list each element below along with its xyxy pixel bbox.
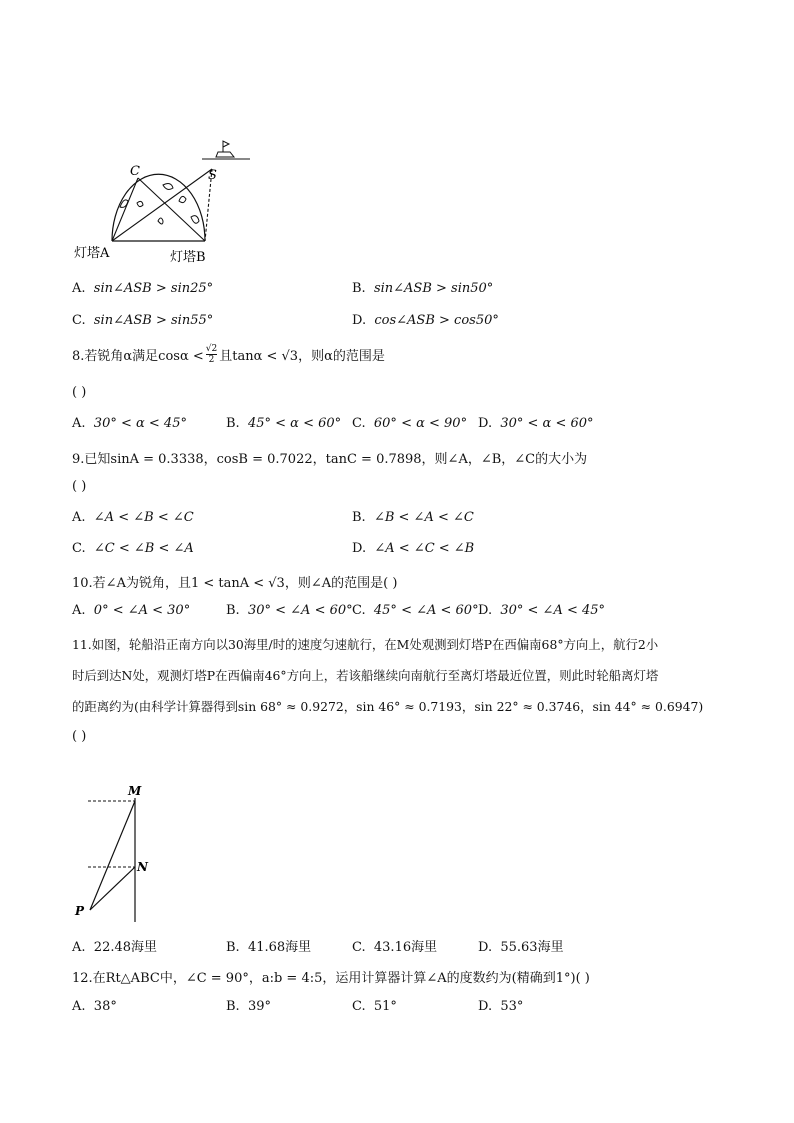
option-letter: C. — [352, 603, 366, 618]
option-letter: A. — [72, 510, 86, 525]
q8-frac-num: √2 — [205, 344, 218, 354]
option-letter: A. — [72, 603, 86, 618]
q11-option-a[interactable] — [72, 936, 157, 955]
q10-option-a[interactable] — [72, 603, 190, 618]
island-shape — [191, 216, 199, 224]
option-letter: B. — [226, 603, 240, 618]
option-text: 30° < α < 60° — [500, 416, 594, 431]
q8-option-a[interactable] — [72, 416, 187, 431]
option-text: 45° < α < 60° — [247, 416, 342, 431]
q7-option-b[interactable] — [352, 281, 493, 296]
q9-option-b[interactable] — [352, 510, 474, 525]
q10-option-b[interactable] — [226, 603, 353, 618]
option-letter: C. — [72, 313, 86, 328]
option-text: sin∠ASB > sin55° — [93, 313, 214, 328]
q8-fraction — [206, 344, 217, 365]
q10-option-c[interactable] — [352, 603, 479, 618]
q11-paren: ( ) — [72, 729, 87, 744]
option-letter: B. — [226, 999, 240, 1014]
q8-stem — [72, 344, 385, 365]
option-letter: C. — [352, 999, 366, 1014]
option-letter: B. — [226, 416, 240, 431]
option-text: 30° < α < 45° — [93, 416, 187, 431]
label-c: C — [130, 164, 140, 179]
q8-stem-prefix: 8.若锐角α满足cosα < — [72, 349, 204, 364]
q9-option-d[interactable] — [352, 541, 474, 556]
q8-stem-suffix: 且tanα < √3，则α的范围是 — [219, 349, 385, 364]
option-text: 55.63海里 — [500, 940, 564, 955]
q9-option-a[interactable] — [72, 510, 194, 525]
q10-stem: 10.若∠A为锐角，且1 < tanA < √3，则∠A的范围是( ) — [72, 576, 398, 591]
option-text: 45° < ∠A < 60° — [373, 603, 479, 618]
option-letter: D. — [478, 940, 493, 955]
q11-option-d[interactable] — [478, 936, 564, 955]
q11-option-b[interactable] — [226, 936, 311, 955]
line-np — [90, 867, 135, 910]
q9-paren: ( ) — [72, 479, 87, 494]
option-text: ∠B < ∠A < ∠C — [373, 510, 474, 525]
option-letter: C. — [72, 541, 86, 556]
option-letter: D. — [478, 603, 493, 618]
option-text: 60° < α < 90° — [373, 416, 468, 431]
q12-stem: 12.在Rt△ABC中，∠C = 90°，a:b = 4:5，运用计算器计算∠A的度数约为(精确到1°)( ) — [72, 971, 590, 986]
label-m: M — [128, 784, 142, 798]
q12-option-a[interactable] — [72, 999, 117, 1014]
island-shape — [179, 196, 186, 202]
q8-frac-den: 2 — [208, 355, 215, 365]
option-letter: A. — [72, 281, 86, 296]
q7-option-a[interactable] — [72, 281, 213, 296]
option-letter: B. — [226, 940, 240, 955]
q11-option-c[interactable] — [352, 936, 437, 955]
label-n: N — [137, 860, 148, 874]
option-letter: A. — [72, 940, 86, 955]
option-text: 30° < ∠A < 60° — [247, 603, 353, 618]
option-letter: C. — [352, 416, 366, 431]
q8-option-d[interactable] — [478, 416, 594, 431]
option-text: 38° — [93, 999, 117, 1014]
option-letter: D. — [478, 999, 493, 1014]
q11-stem-line2: 时后到达N处，观测灯塔P在西偏南46°方向上，若该船继续向南航行至离灯塔最近位置，则此时轮船离灯塔 — [72, 668, 659, 683]
label-lighthouse-a: 灯塔A — [74, 246, 110, 261]
q12-option-c[interactable] — [352, 999, 397, 1014]
q11-stem-line3: 的距离约为(由科学计算器得到sin 68° ≈ 0.9272，sin 46° ≈ 0.7193，sin 22° ≈ 0.3746，sin 44° ≈ 0.6947) — [72, 699, 704, 714]
option-text: 51° — [373, 999, 397, 1014]
option-text: sin∠ASB > sin50° — [373, 281, 494, 296]
option-text: cos∠ASB > cos50° — [374, 313, 499, 328]
q8-option-c[interactable] — [352, 416, 467, 431]
ship-icon — [216, 141, 234, 157]
lighthouse-semicircle-figure — [70, 135, 270, 267]
option-text: 53° — [500, 999, 524, 1014]
q12-option-d[interactable] — [478, 999, 523, 1014]
label-p: P — [75, 904, 85, 918]
option-text: 43.16海里 — [373, 940, 438, 955]
q8-option-b[interactable] — [226, 416, 341, 431]
q7-option-c[interactable] — [72, 313, 213, 328]
option-letter: D. — [478, 416, 493, 431]
q7-option-d[interactable] — [352, 313, 499, 328]
q12-option-b[interactable] — [226, 999, 271, 1014]
option-letter: B. — [352, 281, 366, 296]
label-s: S — [208, 168, 217, 183]
q9-option-c[interactable] — [72, 541, 194, 556]
option-text: ∠C < ∠B < ∠A — [93, 541, 194, 556]
option-text: ∠A < ∠B < ∠C — [93, 510, 194, 525]
option-letter: D. — [352, 541, 367, 556]
option-text: 30° < ∠A < 45° — [500, 603, 606, 618]
q10-option-d[interactable] — [478, 603, 605, 618]
option-letter: A. — [72, 999, 86, 1014]
option-letter: A. — [72, 416, 86, 431]
option-text: 39° — [247, 999, 271, 1014]
option-letter: B. — [352, 510, 366, 525]
option-text: sin∠ASB > sin25° — [93, 281, 214, 296]
island-shape — [163, 184, 173, 190]
option-letter: C. — [352, 940, 366, 955]
label-lighthouse-b: 灯塔B — [170, 250, 206, 265]
option-text: ∠A < ∠C < ∠B — [374, 541, 475, 556]
island-shape — [158, 218, 163, 224]
ship-navigation-figure — [70, 780, 160, 925]
island-shape — [137, 201, 143, 206]
line-mp — [90, 801, 135, 910]
line-cb — [138, 178, 205, 241]
option-text: 22.48海里 — [93, 940, 158, 955]
q11-stem-line1: 11.如图，轮船沿正南方向以30海里/时的速度匀速航行，在M处观测到灯塔P在西偏南68°方向上，航行2小 — [72, 637, 659, 652]
option-letter: D. — [352, 313, 367, 328]
option-text: 41.68海里 — [247, 940, 312, 955]
q8-paren: ( ) — [72, 385, 87, 400]
q9-stem: 9.已知sinA = 0.3338，cosB = 0.7022，tanC = 0.7898，则∠A，∠B，∠C的大小为 — [72, 452, 588, 467]
option-text: 0° < ∠A < 30° — [93, 603, 191, 618]
